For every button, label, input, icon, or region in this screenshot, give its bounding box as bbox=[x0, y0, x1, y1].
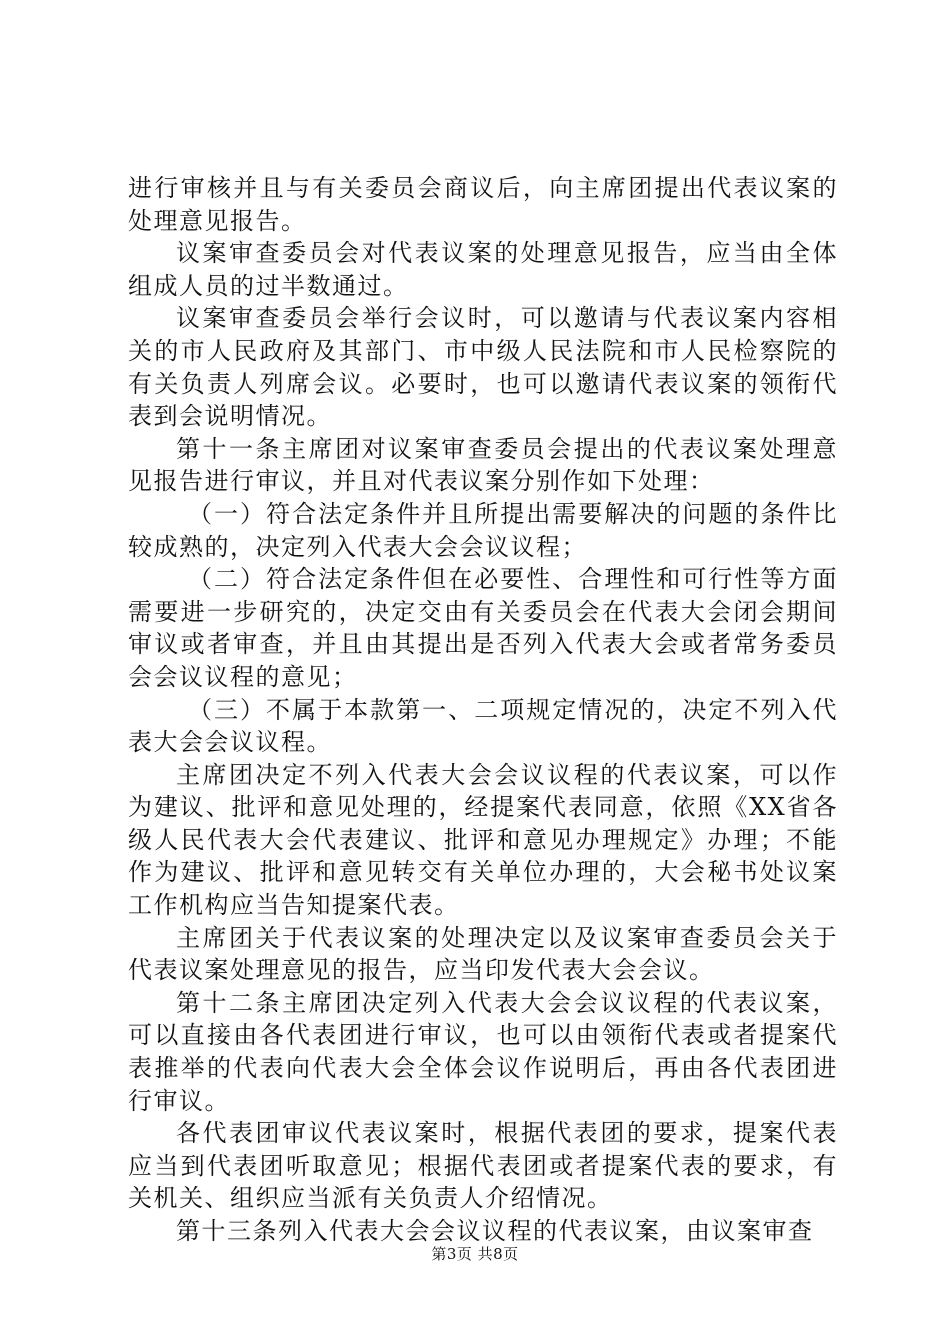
paragraph-approval-rule: 议案审查委员会对代表议案的处理意见报告，应当由全体组成人员的过半数通过。 bbox=[128, 239, 838, 300]
paragraph-delegation-review: 各代表团审议代表议案时，根据代表团的要求，提案代表应当到代表团听取意见；根据代表团或者提案代表的要求，有关机关、组织应当派有关负责人介绍情况。 bbox=[128, 1119, 838, 1213]
document-body bbox=[128, 172, 838, 1248]
paragraph-article-12: 第十二条主席团决定列入代表大会会议议程的代表议案，可以直接由各代表团进行审议，也可以由领衔代表或者提案代表推举的代表向代表大会全体会议作说明后，再由各代表团进行审议。 bbox=[128, 988, 838, 1115]
paragraph-item-1: （一）符合法定条件并且所提出需要解决的问题的条件比较成熟的，决定列入代表大会会议议程； bbox=[128, 499, 838, 561]
paragraph-item-3: （三）不属于本款第一、二项规定情况的，决定不列入代表大会会议议程。 bbox=[128, 695, 838, 757]
paragraph-meeting-invitation: 议案审查委员会举行会议时，可以邀请与代表议案内容相关的市人民政府及其部门、市中级人民法院和市人民检察院的有关负责人列席会议。必要时，也可以邀请代表议案的领衔代表到会说明情况。 bbox=[128, 304, 838, 431]
paragraph-article-13: 第十三条列入代表大会会议议程的代表议案，由议案审查 bbox=[176, 1217, 814, 1245]
paragraph-report-distribution: 主席团关于代表议案的处理决定以及议案审查委员会关于代表议案处理意见的报告，应当印发代表大会会议。 bbox=[128, 923, 838, 985]
paragraph-non-agenda-handling: 主席团决定不列入代表大会会议议程的代表议案，可以作为建议、批评和意见处理的，经提案代表同意，依照《XX省各级人民代表大会代表建议、批评和意见办理规定》办理；不能作为建议、批评和意见转交有关单位办理的，大会秘书处议案工作机构应当告知提案代表。 bbox=[128, 760, 838, 920]
paragraph-continuation: 进行审核并且与有关委员会商议后，向主席团提出代表议案的处理意见报告。 bbox=[128, 174, 838, 235]
page-footer: 第3页 共8页 bbox=[431, 1245, 519, 1263]
paragraph-item-2: （二）符合法定条件但在必要性、合理性和可行性等方面需要进一步研究的，决定交由有关委员会在代表大会闭会期间审议或者审查，并且由其提出是否列入代表大会或者常务委员会会议议程的意见； bbox=[128, 565, 838, 691]
paragraph-article-11: 第十一条主席团对议案审查委员会提出的代表议案处理意见报告进行审议，并且对代表议案分别作如下处理： bbox=[128, 434, 838, 496]
